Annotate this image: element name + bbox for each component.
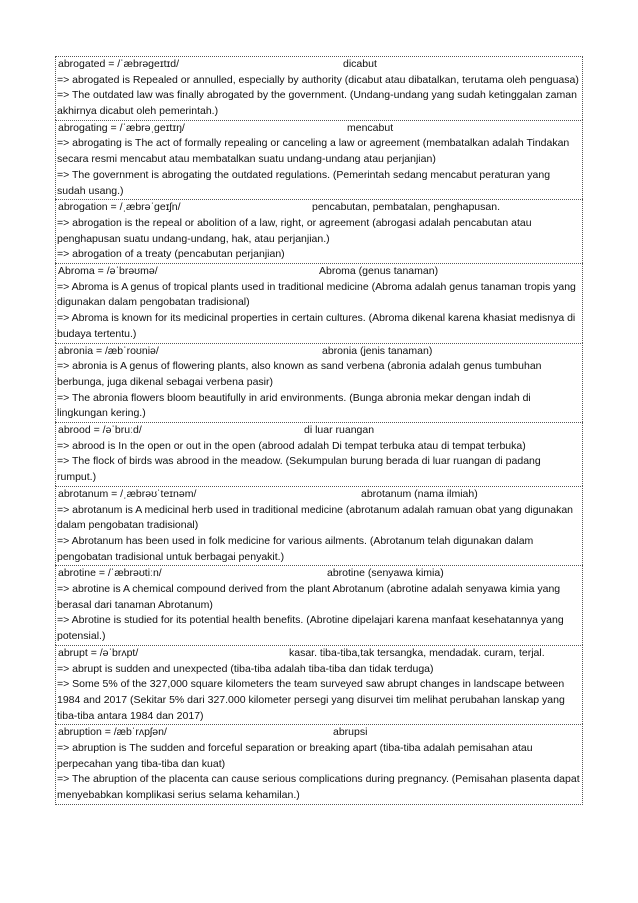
entry-example: => Some 5% of the 327,000 square kilometers the team surveyed saw abrupt changes in landscape between 1984 and 2017 (Sekitar 5% dari 327.000 kilometer persegi yang disurvei tim melihat perubahan lanskap yang tiba-tiba antara 1984 dan 2017) (57, 678, 565, 722)
entry-definition: => abrood is In the open or out in the open (abrood adalah Di tempat terbuka atau di tempat terbuka) (57, 439, 526, 452)
dictionary-entry (55, 486, 583, 566)
dictionary-entry (55, 343, 583, 423)
entry-header (57, 264, 581, 280)
dictionary-entry (55, 120, 583, 200)
entry-definition: => abrotine is A chemical compound derived from the plant Abrotanum (abrotine adalah senyawa kimia yang berasal dari tanaman Abrotanum) (57, 583, 561, 611)
entry-headword: Abroma = /əˈbrəʊmə/ (58, 265, 158, 278)
entry-definition: => abrogated is Repealed or annulled, especially by authority (dicabut atau dibatalkan, terutama oleh penguasa) (57, 73, 579, 86)
entry-headword: abrotine = /ˈæbrəʊtiːn/ (58, 567, 162, 580)
entry-translation: pencabutan, pembatalan, penghapusan. (312, 201, 500, 214)
entry-translation: di luar ruangan (304, 424, 375, 437)
entry-example: => Abrotanum has been used in folk medicine for various ailments. (Abrotanum telah digunakan dalam pengobatan tradisional untuk berbagai penyakit.) (57, 534, 534, 563)
entry-translation: abronia (jenis tanaman) (322, 344, 433, 357)
entry-headword: abrood = /əˈbruːd/ (58, 424, 142, 437)
entry-example: => Abrotine is studied for its potential health benefits. (Abrotine dipelajari karena manfaat kesehatannya yang potensial.) (57, 614, 564, 643)
entry-header (57, 725, 581, 741)
entry-headword: abrupt = /əˈbrʌpt/ (58, 646, 139, 659)
dictionary-entry (55, 724, 583, 805)
entry-definition: => abrotanum is A medicinal herb used in traditional medicine (abrotanum adalah ramuan obat yang digunakan dalam pengobatan tradisional) (57, 503, 573, 532)
entry-example: => The government is abrogating the outdated regulations. (Pemerintah sedang mencabut peraturan yang sudah usang.) (57, 168, 551, 197)
entry-header (57, 57, 581, 73)
entry-definition: => abruption is The sudden and forceful separation or breaking apart (tiba-tiba adalah pemisahan atau perpecahan yang tiba-tiba dan kuat) (57, 742, 533, 770)
entry-header (57, 566, 581, 582)
entry-headword: abrogation = /ˌæbrəˈgeɪʃn/ (58, 201, 181, 214)
entry-example: => The abruption of the placenta can cause serious complications during pregnancy. (Pemisahan plasenta dapat menyebabkan komplikasi serius selama kehamilan.) (57, 773, 580, 802)
dictionary-entry (55, 565, 583, 645)
entry-translation: dicabut (343, 58, 377, 70)
entry-example: => abrogation of a treaty (pencabutan perjanjian) (57, 248, 285, 261)
entry-header (57, 200, 581, 216)
entry-translation: kasar. tiba-tiba,tak tersangka, mendadak. curam, terjal. (289, 646, 545, 659)
entry-example: => Abroma is known for its medicinal properties in certain cultures. (Abroma dikenal karena khasiat medisnya di budaya tertentu.) (57, 312, 576, 340)
entry-translation: abrotanum (nama ilmiah) (361, 487, 478, 500)
entry-translation: abrotine (senyawa kimia) (327, 567, 444, 580)
entry-definition: => abronia is A genus of flowering plants, also known as sand verbena (abronia adalah genus tumbuhan berbunga, juga dikenal sebagai verbena pasir) (57, 360, 542, 388)
entry-example: => The outdated law was finally abrogated by the government. (Undang-undang yang sudah ketinggalan zaman akhirnya dicabut oleh pemerintah.) (57, 89, 577, 118)
entry-definition: => abrupt is sudden and unexpected (tiba-tiba adalah tiba-tiba dan tidak terduga) (57, 662, 434, 675)
entry-headword: abronia = /æbˈroʊniə/ (58, 344, 159, 357)
dictionary-entry (55, 645, 583, 725)
entry-header (57, 121, 581, 137)
entry-header (57, 487, 581, 503)
entry-definition: => Abroma is A genus of tropical plants used in traditional medicine (Abroma adalah genus tanaman tropis yang digunakan dalam pengobatan tradisional) (57, 280, 576, 309)
entry-header (57, 423, 581, 439)
entry-example: => The abronia flowers bloom beautifully in arid environments. (Bunga abronia mekar dengan indah di lingkungan kering.) (57, 391, 531, 420)
entry-header (57, 344, 581, 360)
entry-definition: => abrogating is The act of formally repealing or canceling a law or agreement (membatalkan adalah Tindakan secara resmi mencabut atau membatalkan suatu undang-undang atau perjanjian) (57, 137, 570, 166)
entry-headword: abrogating = /ˈæbrəˌgeɪtɪŋ/ (58, 121, 185, 134)
entry-translation: mencabut (347, 121, 394, 134)
entry-header (57, 646, 581, 662)
entry-definition: => abrogation is the repeal or abolition of a law, right, or agreement (abrogasi adalah pencabutan atau penghapusan suatu undang-undang, hak, atau perjanjian.) (57, 216, 532, 245)
dictionary-entry (55, 199, 583, 263)
dictionary-page (55, 56, 583, 805)
entry-translation: Abroma (genus tanaman) (319, 265, 439, 278)
entry-headword: abrotanum = /ˌæbrəʊˈteɪnəm/ (58, 487, 197, 500)
entry-headword: abruption = /æbˈrʌpʃən/ (58, 726, 167, 739)
entry-translation: abrupsi (333, 726, 368, 739)
dictionary-entry (55, 56, 583, 120)
dictionary-entry (55, 422, 583, 486)
entry-example: => The flock of birds was abrood in the meadow. (Sekumpulan burung berada di luar ruangan di padang rumput.) (57, 455, 541, 484)
dictionary-entry (55, 263, 583, 343)
entry-headword: abrogated = /ˈæbrəgeɪtɪd/ (58, 58, 180, 70)
